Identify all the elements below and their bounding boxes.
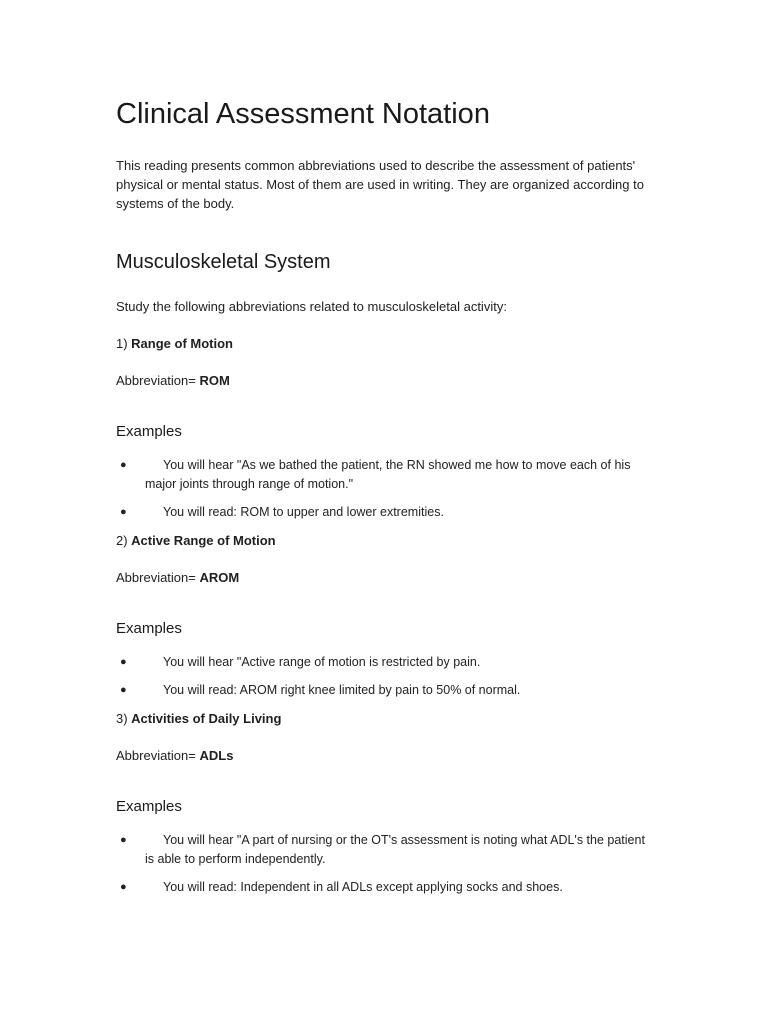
example-text: You will hear "As we bathed the patient, the RN showed me how to move each of his major joints through range of motion." <box>145 458 631 491</box>
section-heading: Musculoskeletal System <box>116 251 331 273</box>
bullet-icon: ● <box>120 506 127 518</box>
example-item <box>116 653 656 672</box>
abbreviation-label: Abbreviation= <box>116 373 200 388</box>
examples-heading: Examples <box>116 798 182 815</box>
bullet-icon: ● <box>120 881 127 893</box>
examples-list <box>116 456 656 522</box>
examples-heading: Examples <box>116 620 182 637</box>
example-item <box>116 456 656 494</box>
example-item <box>116 681 656 700</box>
abbreviation-label: Abbreviation= <box>116 570 200 585</box>
abbreviation-item <box>116 531 656 700</box>
item-number: 3) <box>116 711 132 726</box>
abbreviation-label: Abbreviation= <box>116 748 200 763</box>
example-text: You will read: AROM right knee limited by pain to 50% of normal. <box>163 683 521 697</box>
document-content <box>116 96 656 906</box>
example-text: You will hear "Active range of motion is restricted by pain. <box>163 655 481 669</box>
item-number: 2) <box>116 533 132 548</box>
abbreviation-value: ROM <box>199 373 230 388</box>
item-term: Range of Motion <box>131 336 233 351</box>
bullet-icon: ● <box>120 656 127 668</box>
abbreviation-value: ADLs <box>199 748 234 763</box>
abbreviation-item <box>116 709 656 897</box>
example-item <box>116 831 656 869</box>
item-term: Active Range of Motion <box>131 533 276 548</box>
abbreviation-value: AROM <box>199 570 240 585</box>
item-abbreviation <box>116 371 656 390</box>
example-item <box>116 878 656 897</box>
page-title: Clinical Assessment Notation <box>116 98 490 130</box>
example-text: You will hear "A part of nursing or the OT's assessment is noting what ADL's the patient is able to perform independently. <box>145 833 645 866</box>
bullet-icon: ● <box>120 684 127 696</box>
example-text: You will read: Independent in all ADLs except applying socks and shoes. <box>163 880 563 894</box>
item-abbreviation <box>116 568 656 587</box>
examples-list <box>116 831 656 897</box>
example-text: You will read: ROM to upper and lower extremities. <box>163 505 444 519</box>
bullet-icon: ● <box>120 459 127 471</box>
examples-heading: Examples <box>116 423 182 440</box>
example-item <box>116 503 656 522</box>
section-lead: Study the following abbreviations related to musculoskeletal activity: <box>116 299 507 314</box>
intro-paragraph: This reading presents common abbreviations used to describe the assessment of patients' physical or mental status. Most of them are used in writing. They are organized according to systems of the body. <box>116 158 644 211</box>
item-number: 1) <box>116 336 132 351</box>
item-heading <box>116 709 656 728</box>
item-abbreviation <box>116 746 656 765</box>
examples-list <box>116 653 656 700</box>
item-heading <box>116 334 656 353</box>
bullet-icon: ● <box>120 834 127 846</box>
item-heading <box>116 531 656 550</box>
abbreviation-item <box>116 334 656 522</box>
item-term: Activities of Daily Living <box>131 711 282 726</box>
